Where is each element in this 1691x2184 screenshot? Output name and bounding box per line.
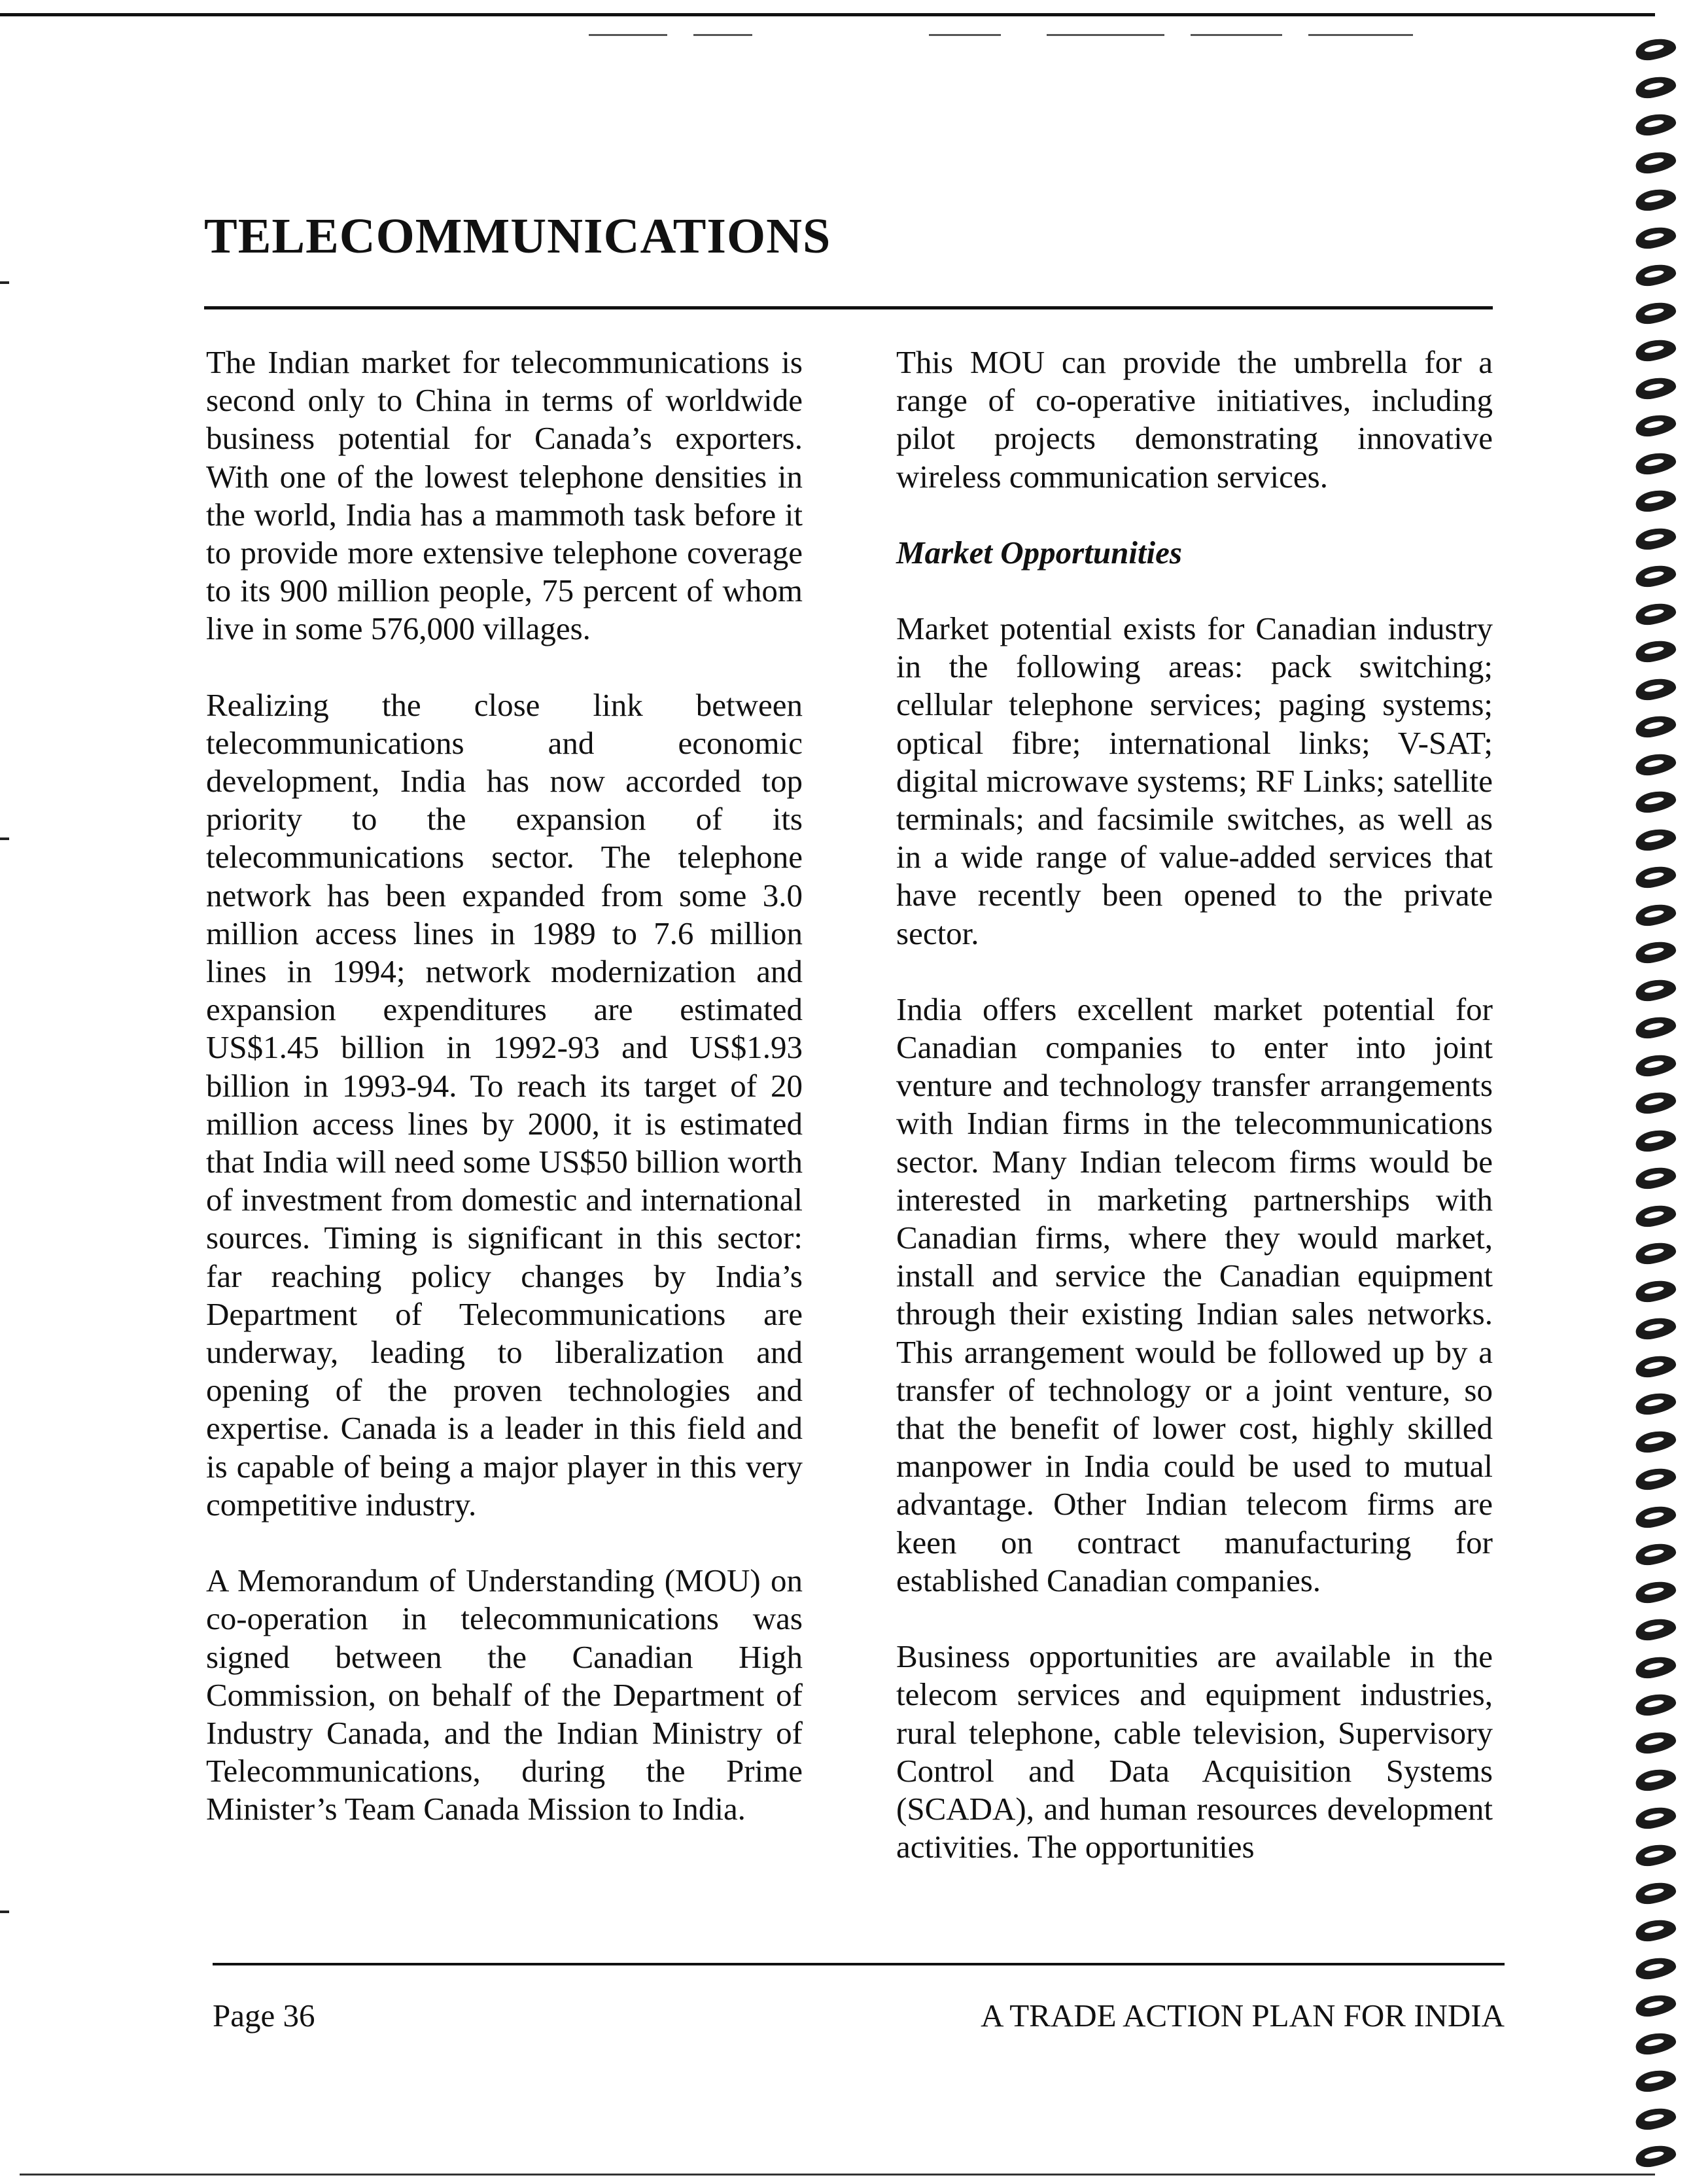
binding-coil [1634,1164,1678,1191]
binding-coil [1634,298,1678,326]
binding-coil [1634,1013,1678,1041]
binding-coil [1634,938,1678,966]
scan-top-edge [0,13,1655,16]
binding-coil [1634,1352,1678,1379]
scan-artifact [1308,34,1413,36]
binding-coil [1634,111,1678,138]
spiral-binding [1629,26,1691,2179]
paragraph: Market potential exists for Canadian industry in the following areas: pack switching; cellular telephone services; paging systems; optical fibre; international links; V-SAT; digital microwave systems; RF Links; satellite terminals; and facsimile switches, as well as in a wide range of value-added services that have recently been opened to the private sector. [896,610,1493,951]
binding-coil [1634,186,1678,213]
binding-coil [1634,1766,1678,1793]
binding-coil [1634,223,1678,251]
binding-coil [1634,1728,1678,1755]
binding-coil [1634,449,1678,476]
binding-coil [1634,1051,1678,1078]
binding-coil [1634,1201,1678,1229]
binding-coil [1634,825,1678,853]
binding-coil [1634,1803,1678,1831]
scan-artifact [1047,34,1164,36]
binding-coil [1634,1465,1678,1492]
binding-coil [1634,487,1678,514]
binding-coil [1634,261,1678,289]
scan-artifact [693,34,752,36]
binding-coil [1634,1916,1678,1944]
binding-coil [1634,1954,1678,1981]
binding-coil [1634,336,1678,364]
binding-coil [1634,788,1678,815]
paragraph: India offers excellent market potential for Canadian companies to enter into joint venture and technology transfer arrangements with Indian firms in the telecommunications sector. Many Indian telecom firms would be interested in marketing partnerships with Canadian firms, where they would market, install and service the Canadian equipment through their existing Indian sales networks. This arrangement would be followed up by a transfer of technology or a joint venture, so that the benefit of lower cost, highly skilled manpower in India could be used to mutual advantage. Other Indian telecom firms are keen on contract manufacturing for established Canadian companies. [896,991,1493,1598]
page-number: Page 36 [213,1998,315,2034]
binding-coil [1634,148,1678,175]
paragraph: Business opportunities are available in the telecom services and equipment industries, rural telephone, cable television, Supervisory Control and Data Acquisition Systems (SCADA), and human resources development activities. The opportunities [896,1638,1493,1865]
binding-coil [1634,374,1678,401]
paragraph: A Memorandum of Understanding (MOU) on co-operation in telecommunications was signed between the Canadian High Commission, on behalf of the Department of Industry Canada, and the Indian Ministry of Telecommunications, during the Prime Minister’s Team Canada Mission to India. [206,1562,803,1827]
binding-coil [1634,675,1678,702]
scan-artifact [0,837,9,840]
binding-coil [1634,976,1678,1003]
binding-coil [1634,599,1678,627]
binding-coil [1634,1653,1678,1680]
binding-coil [1634,1390,1678,1417]
binding-coil [1634,1314,1678,1342]
title-rule [204,306,1493,309]
footer-rule [213,1963,1505,1965]
binding-coil [1634,900,1678,928]
scan-artifact [0,281,9,284]
left-column [206,343,803,1867]
binding-coil [1634,1540,1678,1568]
binding-coil [1634,1089,1678,1116]
binding-coil [1634,1577,1678,1605]
scan-artifact [929,34,1001,36]
binding-coil [1634,1841,1678,1869]
binding-coil [1634,524,1678,552]
binding-coil [1634,1992,1678,2019]
binding-coil [1634,863,1678,890]
binding-coil [1634,637,1678,665]
binding-coil [1634,412,1678,439]
binding-coil [1634,1615,1678,1643]
scan-bottom-edge [20,2174,1655,2175]
paragraph: The Indian market for telecommunications is second only to China in terms of worldwide business potential for Canada’s exporters. With one of the lowest telephone densities in the world, India has a mammoth task before it to provide more extensive telephone coverage to its 900 million people, 75 percent of whom live in some 576,000 villages. [206,344,803,647]
binding-coil [1634,73,1678,100]
paragraph: Realizing the close link between telecommunications and economic development, India has now accorded top priority to the expansion of its telecommunications sector. The telephone network has been expanded from some 3.0 million access lines in 1989 to 7.6 million lines in 1994; network modernization and expansion expenditures are estimated US$1.45 billion in 1992-93 and US$1.93 billion in 1993-94. To reach its target of 20 million access lines by 2000, it is estimated that India will need some US$50 billion worth of investment from domestic and international sources. Timing is significant in this sector: far reaching policy changes by India’s Department of Telecommunications are underway, leading to liberalization and opening of the proven technologies and expertise. Canada is a leader in this field and is capable of being a major player in this very competitive industry. [206,686,803,1523]
binding-coil [1634,1126,1678,1154]
scan-artifact [1191,34,1282,36]
section-subheading: Market Opportunities [896,534,1182,571]
binding-coil [1634,1277,1678,1304]
scan-artifact [0,1911,9,1913]
right-column [896,343,1493,1904]
binding-coil [1634,1427,1678,1454]
binding-coil [1634,1691,1678,1718]
binding-coil [1634,35,1678,63]
publication-title: A TRADE ACTION PLAN FOR INDIA [981,1998,1505,2034]
binding-coil [1634,750,1678,777]
paragraph: This MOU can provide the umbrella for a range of co-operative initiatives, including pilot projects demonstrating innovative wireless communication services. [896,344,1493,495]
binding-coil [1634,1502,1678,1530]
scan-artifact [589,34,667,36]
page-title: TELECOMMUNICATIONS [204,209,831,264]
binding-coil [1634,562,1678,590]
binding-coil [1634,2142,1678,2170]
binding-coil [1634,2067,1678,2094]
binding-coil [1634,1878,1678,1906]
binding-coil [1634,2104,1678,2132]
binding-coil [1634,2029,1678,2056]
binding-coil [1634,1239,1678,1267]
binding-coil [1634,713,1678,740]
